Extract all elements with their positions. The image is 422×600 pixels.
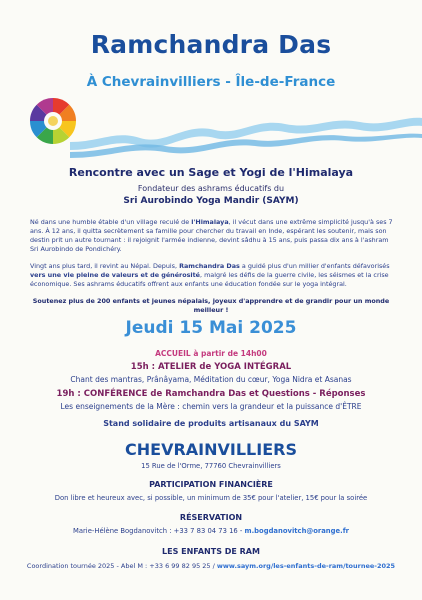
welcome-time: ACCUEIL à partir de 14h00	[155, 349, 267, 358]
reservation-heading: RÉSERVATION	[179, 513, 243, 522]
stand-note: Stand solidaire de produits artisanaux du SAYM	[103, 419, 319, 428]
reservation-email-link[interactable]: m.bogdanovitch@orange.fr	[244, 527, 350, 535]
intro-organization: Sri Aurobindo Yoga Mandir (SAYM)	[123, 196, 299, 206]
page-subtitle: À Chevrainvilliers - Île-de-France	[86, 74, 336, 90]
bio-paragraph-1: Né dans une humble étable d'un village reculé de l'Himalaya, il vécut dans une extrême simplicité jusqu'à ses 7 ans. À 12 ans, il quitta secrètement sa famille pour chercher du travail en Inde, espérant les soutenir, mais son destin prit un autre tournant : il rejoignit l'armée indienne, devint sâdhu à 15 ans, puis passa dix ans à l'ashram Sri Aurobindo de Pondichéry.	[30, 218, 393, 253]
page-title: Ramchandra Das	[90, 30, 332, 59]
coordination-line: Coordination tournée 2025 - Abel M : +33 6 99 82 95 25 / www.saym.org/les-enfants-de-ram/tournee-2025	[26, 562, 396, 570]
mountain-waves	[70, 108, 422, 168]
reservation-contact: Marie-Hélène Bogdanovitch : +33 7 83 04 73 16 - m.bogdanovitch@orange.fr	[72, 527, 350, 535]
session-2-description: Les enseignements de la Mère : chemin vers la grandeur et la puissance d'ÊTRE	[60, 402, 362, 411]
support-callout: Soutenez plus de 200 enfants et jeunes népalais, joyeux d'apprendre et de grandir pour un monde meilleur !	[32, 297, 390, 314]
venue-address: 15 Rue de l'Orme, 77760 Chevrainvilliers	[141, 462, 281, 470]
venue-city: CHEVRAINVILLIERS	[125, 440, 297, 459]
intro-title: Rencontre avec un Sage et Yogi de l'Himalaya	[68, 166, 354, 179]
event-date: Jeudi 15 Mai 2025	[125, 318, 297, 338]
session-1-title: 15h : ATELIER de YOGA INTÉGRAL	[130, 362, 292, 372]
session-2-title: 19h : CONFÉRENCE de Ramchandra Das et Questions - Réponses	[56, 389, 366, 399]
intro-founder-line: Fondateur des ashrams éducatifs du	[137, 184, 285, 193]
participation-heading: PARTICIPATION FINANCIÈRE	[149, 480, 273, 489]
bio-paragraph-2: Vingt ans plus tard, il revint au Népal. Depuis, Ramchandra Das a guidé plus d'un millier d'enfants défavorisés vers une vie pleine de valeurs et de générosité, malgré les défis de la guerre civile, les séismes et la crise économique. Ses ashrams éducatifs offrent aux enfants une éducation fondée sur le yoga intégral.	[30, 262, 390, 288]
tour-website-link[interactable]: www.saym.org/les-enfants-de-ram/tournee-2025	[216, 562, 396, 570]
participation-text: Don libre et heureux avec, si possible, un minimum de 35€ pour l'atelier, 15€ pour la soirée	[54, 494, 368, 502]
session-1-description: Chant des mantras, Prânâyama, Méditation du cœur, Yoga Nidra et Asanas	[70, 375, 352, 384]
organization-heading: LES ENFANTS DE RAM	[162, 547, 260, 556]
